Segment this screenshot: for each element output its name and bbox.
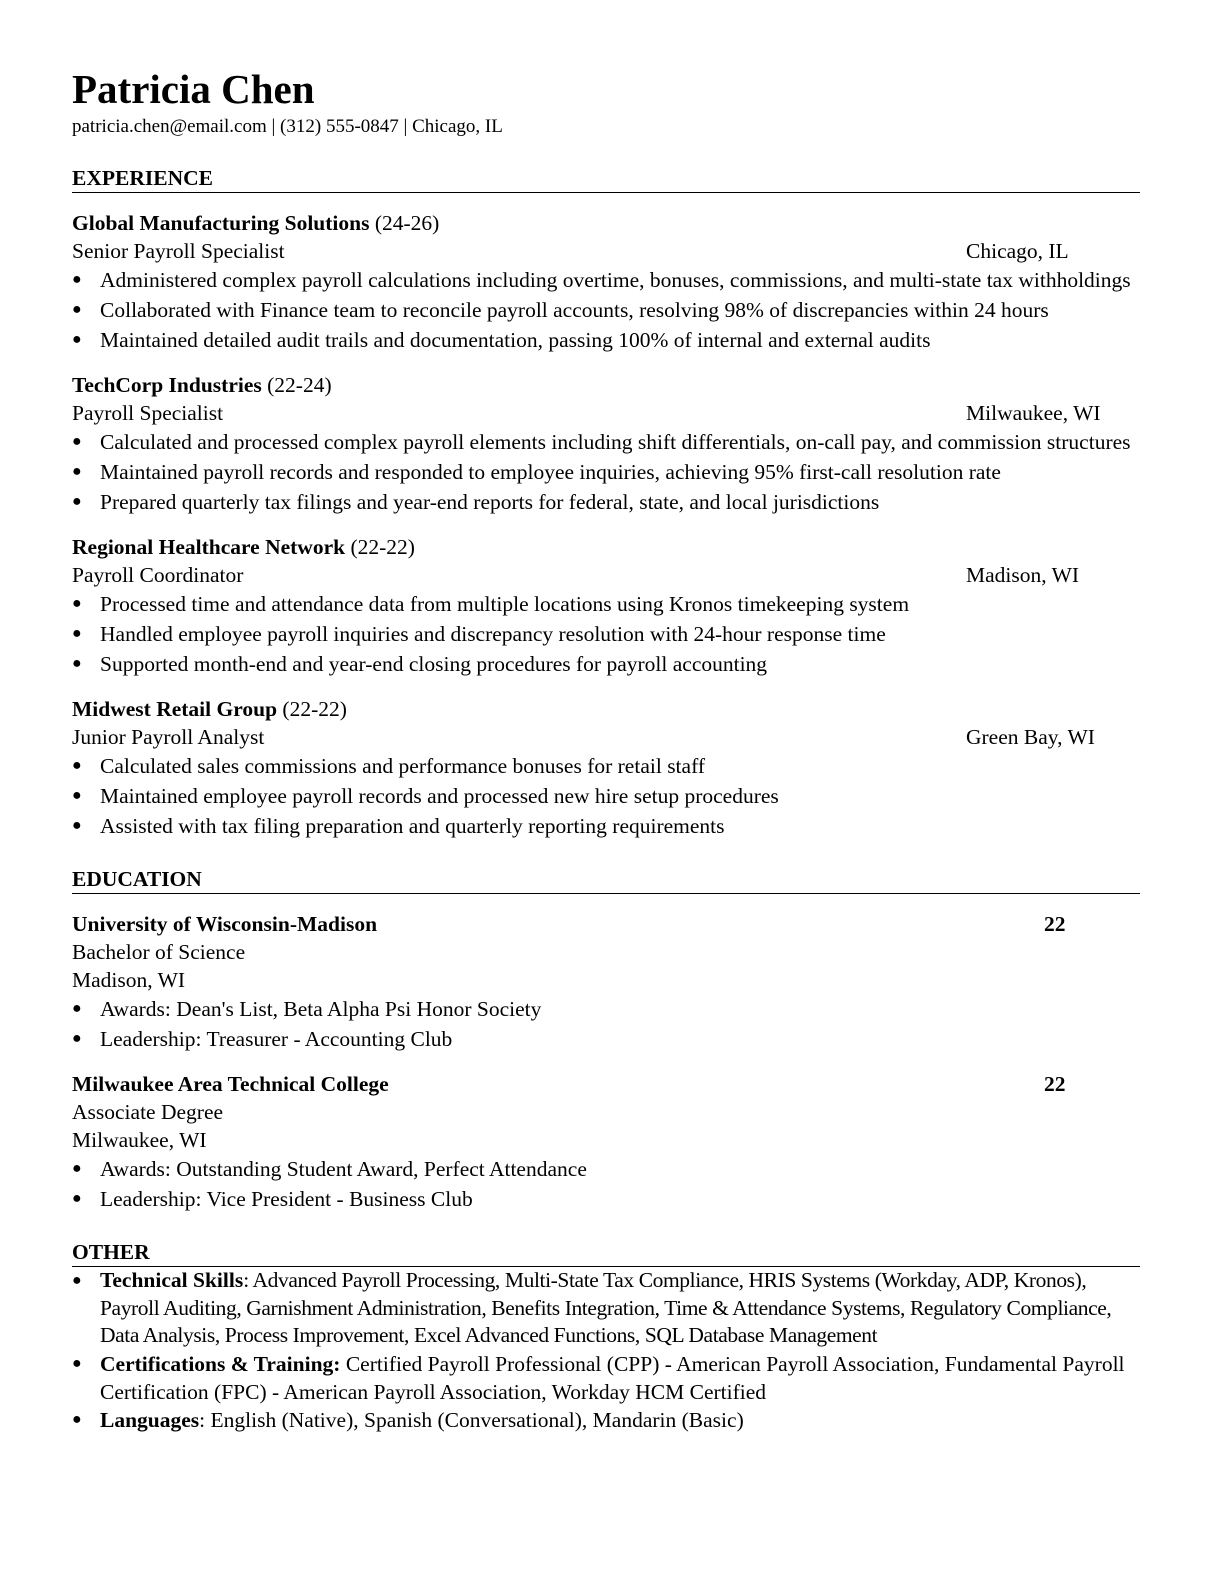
job-dates: (22-24) bbox=[267, 373, 332, 397]
school-location: Madison, WI bbox=[72, 968, 186, 992]
list-item: ● Assisted with tax filing preparation and quarterly reporting requirements bbox=[72, 811, 1140, 841]
education-bullets bbox=[72, 994, 1140, 1054]
job-entry bbox=[72, 209, 1140, 355]
list-item: ● Administered complex payroll calculations including overtime, bonuses, commissions, and multi-state tax withholdings bbox=[72, 265, 1140, 295]
item-text: Certified Payroll Professional (CPP) - American Payroll Association, Fundamental Payroll Certification (FPC) - American Payroll Association, Workday HCM Certified bbox=[100, 1351, 1125, 1404]
candidate-name: Patricia Chen bbox=[72, 66, 315, 112]
list-item: ● Maintained detailed audit trails and documentation, passing 100% of internal and external audits bbox=[72, 325, 1140, 355]
list-item bbox=[72, 1350, 1140, 1406]
job-dates: (22-22) bbox=[350, 535, 415, 559]
education-entry bbox=[72, 1070, 1140, 1214]
list-item bbox=[72, 1406, 1140, 1434]
section-title-other: OTHER bbox=[72, 1238, 1140, 1267]
job-bullets bbox=[72, 265, 1140, 355]
school-location: Milwaukee, WI bbox=[72, 1128, 207, 1152]
job-location: Chicago, IL bbox=[966, 239, 1069, 263]
list-item: ● Awards: Dean's List, Beta Alpha Psi Honor Society bbox=[72, 994, 1140, 1024]
company-name: Midwest Retail Group bbox=[72, 697, 278, 721]
graduation-year: 22 bbox=[1044, 912, 1066, 936]
section-title-education: EDUCATION bbox=[72, 865, 1140, 894]
school-name: University of Wisconsin-Madison bbox=[72, 912, 378, 936]
item-separator: : bbox=[243, 1268, 249, 1292]
job-entry bbox=[72, 533, 1140, 679]
item-separator: : bbox=[199, 1407, 206, 1432]
job-entry bbox=[72, 695, 1140, 841]
item-label: Languages bbox=[100, 1407, 200, 1432]
job-role: Junior Payroll Analyst bbox=[72, 725, 265, 749]
other-list bbox=[72, 1267, 1140, 1434]
item-label: Technical Skills bbox=[100, 1268, 244, 1292]
list-item: ● Processed time and attendance data from multiple locations using Kronos timekeeping system bbox=[72, 589, 1140, 619]
item-text: Advanced Payroll Processing, Multi-State Tax Compliance, HRIS Systems (Workday, ADP, Kronos), Payroll Auditing, Garnishment Administration, Benefits Integration, Time & Attendance Systems, Regulatory Compliance, Data Analysis, Process Improvement, Excel Advanced Functions, SQL Database Management bbox=[100, 1268, 1112, 1347]
education-entry bbox=[72, 910, 1140, 1054]
job-location: Green Bay, WI bbox=[966, 725, 1095, 749]
job-role: Senior Payroll Specialist bbox=[72, 239, 285, 263]
list-item: ● Prepared quarterly tax filings and year-end reports for federal, state, and local jurisdictions bbox=[72, 487, 1140, 517]
section-title-experience: EXPERIENCE bbox=[72, 164, 1140, 193]
company-name: TechCorp Industries bbox=[72, 373, 262, 397]
graduation-year: 22 bbox=[1044, 1072, 1066, 1096]
job-location: Milwaukee, WI bbox=[966, 401, 1101, 425]
school-name: Milwaukee Area Technical College bbox=[72, 1072, 389, 1096]
list-item: ● Leadership: Vice President - Business Club bbox=[72, 1184, 1140, 1214]
contact-line: patricia.chen@email.com | (312) 555-0847 | Chicago, IL bbox=[72, 116, 503, 137]
item-text: English (Native), Spanish (Conversational), Mandarin (Basic) bbox=[205, 1407, 744, 1432]
list-item: ● Leadership: Treasurer - Accounting Club bbox=[72, 1024, 1140, 1054]
list-item: ● Supported month-end and year-end closing procedures for payroll accounting bbox=[72, 649, 1140, 679]
job-location: Madison, WI bbox=[966, 563, 1080, 587]
company-name: Global Manufacturing Solutions bbox=[72, 211, 370, 235]
list-item: ● Handled employee payroll inquiries and discrepancy resolution with 24-hour response time bbox=[72, 619, 1140, 649]
item-label: Certifications & Training: bbox=[100, 1351, 341, 1376]
job-dates: (24-26) bbox=[374, 211, 440, 235]
job-dates: (22-22) bbox=[282, 697, 347, 721]
list-item: ● Collaborated with Finance team to reconcile payroll accounts, resolving 98% of discrepancies within 24 hours bbox=[72, 295, 1140, 325]
list-item: ● Calculated sales commissions and performance bonuses for retail staff bbox=[72, 751, 1140, 781]
list-item bbox=[72, 1267, 1140, 1350]
list-item: ● Calculated and processed complex payroll elements including shift differentials, on-call pay, and commission structures bbox=[72, 427, 1140, 457]
job-role: Payroll Specialist bbox=[72, 401, 224, 425]
job-bullets bbox=[72, 589, 1140, 679]
list-item: ● Maintained employee payroll records and processed new hire setup procedures bbox=[72, 781, 1140, 811]
job-bullets bbox=[72, 751, 1140, 841]
job-entry bbox=[72, 371, 1140, 517]
job-role: Payroll Coordinator bbox=[72, 563, 244, 587]
company-name: Regional Healthcare Network bbox=[72, 535, 346, 559]
job-bullets bbox=[72, 427, 1140, 517]
list-item: ● Maintained payroll records and responded to employee inquiries, achieving 95% first-call resolution rate bbox=[72, 457, 1140, 487]
degree: Bachelor of Science bbox=[72, 940, 246, 964]
list-item: ● Awards: Outstanding Student Award, Perfect Attendance bbox=[72, 1154, 1140, 1184]
education-bullets bbox=[72, 1154, 1140, 1214]
degree: Associate Degree bbox=[72, 1100, 224, 1124]
